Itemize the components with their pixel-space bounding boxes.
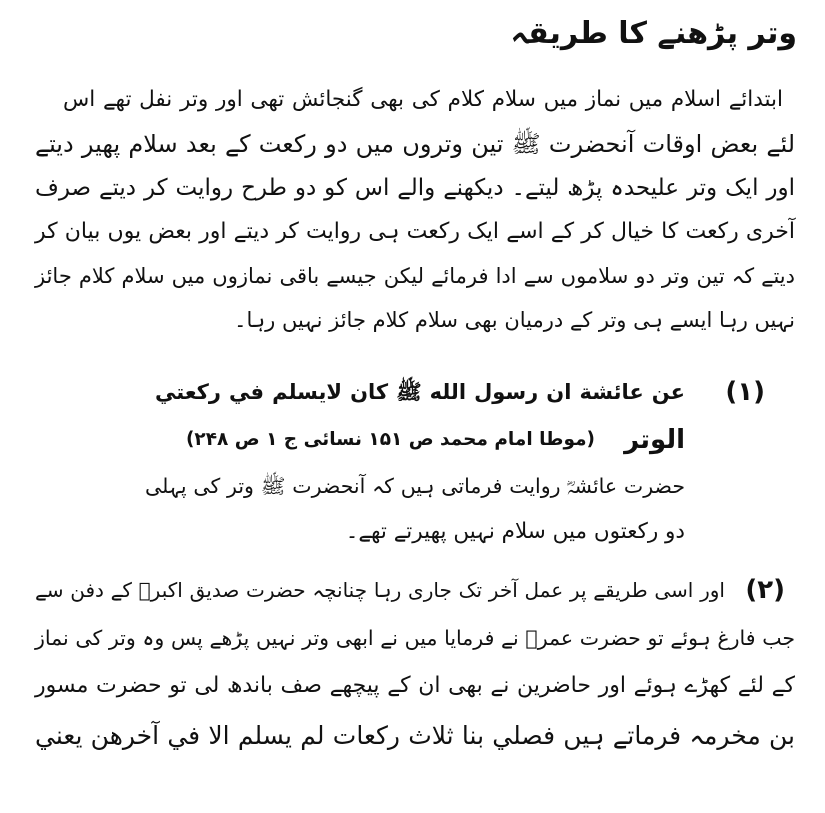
paragraph-line: دیتے کہ تین وتر دو سلاموں سے ادا فرمائے لیکن جیسے باقی نمازوں میں سلام کلام جائز <box>35 264 795 288</box>
paragraph-line: جب فارغ ہوئے تو حضرت عمرؓ نے فرمایا میں نے ابھی وتر نہیں پڑھے پس وہ وتر کی نماز <box>35 626 795 650</box>
item-marker: (۱) <box>725 377 765 407</box>
translation-line: دو رکعتوں میں سلام نہیں پھیرتے تھے۔ <box>345 519 685 544</box>
paragraph-line: بن مخرمہ فرماتے ہیں فصلي بنا ثلاث ركعات لم يسلم الا في آخرهن يعني <box>35 721 795 750</box>
page-title: وتر پڑھنے کا طریقہ <box>510 16 797 51</box>
paragraph-line: ابتدائے اسلام میں نماز میں سلام کلام کی بھی گنجائش تھی اور وتر نفل تھے اس <box>63 87 783 112</box>
arabic-hadith-line: عن عائشة ان رسول الله ﷺ كان لايسلم في ركعتي <box>155 380 685 404</box>
hadith-reference: (موطا امام محمد ص ۱۵۱ نسائی ج ۱ ص ۲۴۸) <box>185 429 595 450</box>
paragraph-line: اور اسی طریقے پر عمل آخر تک جاری رہا چنانچہ حضرت صدیق اکبرؓ کے دفن سے <box>35 578 725 602</box>
paragraph-line: نہیں رہا ایسے ہی وتر کے درمیان بھی سلام کلام جائز نہیں رہا۔ <box>234 308 795 332</box>
paragraph-line: لئے بعض اوقات آنحضرت ﷺ تین وتروں میں دو رکعت کے بعد سلام پھیر دیتے <box>35 130 795 158</box>
paragraph-line: کے لئے کھڑے ہوئے اور حاضرین نے بھی ان کے پیچھے صف باندھ لی تو حضرت مسور <box>35 673 795 698</box>
paragraph-line: اور ایک وتر علیحدہ پڑھ لیتے۔ دیکھنے والے اس کو دو طرح روایت کر دیتے صرف <box>35 175 795 201</box>
translation-line: حضرت عائشہؓ روایت فرماتی ہیں کہ آنحضرت ﷺ وتر کی پہلی <box>145 474 685 498</box>
paragraph-line: آخری رکعت کا خیال کر کے اسے ایک رکعت ہی روایت کر دیتے اور بعض یوں بیان کر <box>35 219 795 244</box>
arabic-hadith-line: الوتر <box>624 425 685 455</box>
item-marker: (۲) <box>745 575 785 605</box>
